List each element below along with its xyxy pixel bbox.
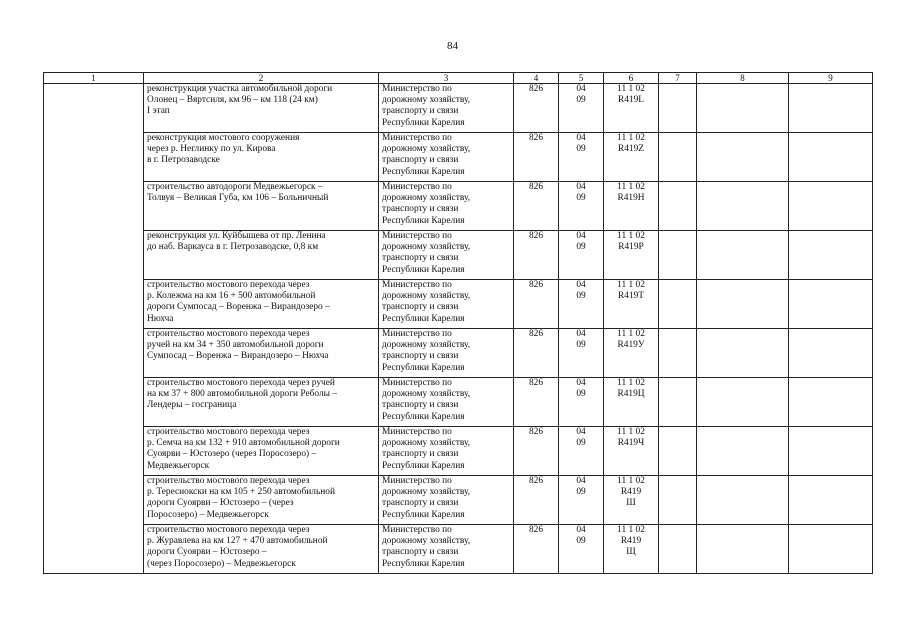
code-6-cell [604,231,659,280]
column-9-cell [789,231,873,280]
cell-line: (через Поросозеро) – Медвежьегорск [147,558,296,569]
cell-line: дорожному хозяйству, [382,95,471,106]
cell-line: Республики Карелия [382,313,465,324]
code-5-cell [559,378,604,427]
cell-line: на км 37 + 800 автомобильной дороги Реболы – [147,389,338,400]
table-row [44,182,873,231]
ministry-cell [379,280,514,329]
cell-line: 09 [576,193,586,204]
cell-line: 04 [576,280,586,290]
table-row [44,133,873,182]
column-header: 2 [144,73,379,84]
cell-line: строительство мостового перехода через [147,525,310,535]
cell-line: строительство мостового перехода через [147,329,310,339]
cell-line: 04 [576,378,586,388]
column-header: 5 [559,73,604,84]
cell-line: 11 1 02 [617,476,645,486]
cell-line: ручей на км 34 + 350 автомобильной дороги [147,340,324,351]
project-name-cell [144,329,379,378]
column-7-cell [659,525,697,574]
cell-line: через р. Неглинку по ул. Кирова [147,144,276,155]
cell-line: транспорту и связи [382,351,459,362]
column-7-cell [659,133,697,182]
code-6-cell [604,476,659,525]
cell-line: 11 1 02 [617,84,645,94]
code-6-cell [604,280,659,329]
column-7-cell [659,231,697,280]
cell-line: р. Колежма на км 16 + 500 автомобильной [147,291,316,302]
column-9-cell [789,329,873,378]
cell-line: R419У [617,340,645,351]
column-9-cell [789,476,873,525]
cell-line: транспорту и связи [382,204,459,215]
table-row [44,84,873,133]
cell-line: R419 [620,536,642,547]
cell-line: R419Ч [617,438,645,449]
cell-line: Суоярви – Юстозеро (через Поросозеро) – [147,449,317,460]
column-8-cell [697,84,789,133]
cell-line: R419L [617,95,645,106]
table-row [44,378,873,427]
code-5-cell [559,231,604,280]
cell-line: 09 [576,536,586,547]
column-9-cell [789,133,873,182]
code-6-cell [604,378,659,427]
column-header: 9 [789,73,873,84]
cell-line: строительство мостового перехода через [147,476,310,486]
column-9-cell [789,182,873,231]
cell-line: Республики Карелия [382,166,465,177]
cell-line: 04 [576,182,586,192]
cell-line: дорожному хозяйству, [382,193,471,204]
code-5-cell [559,476,604,525]
cell-line: Республики Карелия [382,558,465,569]
ministry-cell [379,182,514,231]
cell-line: Министерство по [382,280,452,290]
cell-line: строительство мостового перехода через ручей [147,378,335,388]
cell-line: дорожному хозяйству, [382,487,471,498]
column-1-cell [44,84,144,574]
column-7-cell [659,378,697,427]
table-row [44,280,873,329]
cell-line: R419P [618,242,644,253]
project-name-cell [144,133,379,182]
ministry-cell [379,84,514,133]
cell-line: 11 1 02 [617,378,645,388]
column-7-cell [659,84,697,133]
cell-line: транспорту и связи [382,449,459,460]
column-9-cell [789,84,873,133]
cell-line: I этап [147,106,170,117]
cell-line: Министерство по [382,231,452,241]
code-5-cell [559,84,604,133]
column-header: 6 [604,73,659,84]
project-name-cell [144,378,379,427]
header-row [44,73,873,84]
cell-line: 11 1 02 [617,133,645,143]
ministry-cell [379,525,514,574]
cell-line: р. Журавлева на км 127 + 470 автомобильной [147,536,328,547]
cell-line: Толвуя – Великая Губа, км 106 – Больничный [147,193,329,204]
column-9-cell [789,378,873,427]
cell-line: дорожному хозяйству, [382,242,471,253]
cell-line: R419 [620,487,642,498]
cell-line: R419Z [617,144,645,155]
code-5-cell [559,280,604,329]
cell-line: р. Семча на км 132 + 910 автомобильной дороги [147,438,340,449]
table-row [44,329,873,378]
cell-line: Министерство по [382,378,452,388]
code-6-cell [604,329,659,378]
page-number: 84 [447,40,458,52]
cell-line: R419T [617,291,645,302]
cell-line: Олонец – Вяртсиля, км 96 – км 118 (24 км) [147,95,318,106]
cell-line: Министерство по [382,182,452,192]
cell-line: Республики Карелия [382,460,465,471]
code-4-cell: 826 [514,329,559,378]
cell-line: 09 [576,291,586,302]
cell-line: транспорту и связи [382,106,459,117]
cell-line: 09 [576,340,586,351]
cell-line: дорожному хозяйству, [382,144,471,155]
code-4-cell: 826 [514,280,559,329]
cell-line: транспорту и связи [382,498,459,509]
column-7-cell [659,427,697,476]
ministry-cell [379,476,514,525]
code-5-cell [559,525,604,574]
project-name-cell [144,476,379,525]
cell-line: 04 [576,84,586,94]
ministry-cell [379,329,514,378]
cell-line: 04 [576,525,586,535]
ministry-cell [379,378,514,427]
ministry-cell [379,133,514,182]
cell-line: 11 1 02 [617,280,645,290]
project-name-cell [144,182,379,231]
cell-line: R419Ц [617,389,645,400]
cell-line: Министерство по [382,525,452,535]
cell-line: транспорту и связи [382,253,459,264]
column-header: 8 [697,73,789,84]
code-6-cell [604,133,659,182]
cell-line: строительство мостового перехода через [147,280,310,290]
cell-line: реконструкция ул. Куйбышева от пр. Ленина [147,231,326,241]
cell-line: 09 [576,242,586,253]
cell-line: реконструкция участка автомобильной дороги [147,84,333,94]
cell-line: Республики Карелия [382,362,465,373]
column-7-cell [659,329,697,378]
code-4-cell: 826 [514,476,559,525]
code-6-cell [604,525,659,574]
cell-line: 11 1 02 [617,329,645,339]
table-row [44,476,873,525]
cell-line: Поросозеро) – Медвежьегорск [147,509,269,520]
cell-line: Лендеры – госграница [147,400,237,411]
column-8-cell [697,182,789,231]
column-8-cell [697,280,789,329]
cell-line: 09 [576,95,586,106]
column-7-cell [659,476,697,525]
column-8-cell [697,329,789,378]
cell-line: Министерство по [382,329,452,339]
column-header: 7 [659,73,697,84]
cell-line: Республики Карелия [382,117,465,128]
cell-line: Щ [626,547,636,558]
cell-line: 04 [576,476,586,486]
cell-line: 09 [576,144,586,155]
code-4-cell: 826 [514,133,559,182]
cell-line: транспорту и связи [382,547,459,558]
column-8-cell [697,427,789,476]
cell-line: дороги Суоярви – Юстозеро – (через [147,498,294,509]
cell-line: дорожному хозяйству, [382,389,471,400]
column-header: 1 [44,73,144,84]
code-6-cell [604,84,659,133]
cell-line: до наб. Варкауса в г. Петрозаводске, 0,8 км [147,242,319,253]
cell-line: реконструкция мостового сооружения [147,133,300,143]
project-name-cell [144,427,379,476]
column-8-cell [697,231,789,280]
cell-line: Республики Карелия [382,411,465,422]
project-name-cell [144,280,379,329]
code-6-cell [604,427,659,476]
code-4-cell: 826 [514,427,559,476]
column-7-cell [659,182,697,231]
column-7-cell [659,280,697,329]
cell-line: 09 [576,487,586,498]
code-5-cell [559,182,604,231]
cell-line: дорожному хозяйству, [382,291,471,302]
cell-line: дорожному хозяйству, [382,438,471,449]
column-8-cell [697,133,789,182]
cell-line: дорожному хозяйству, [382,536,471,547]
code-5-cell [559,427,604,476]
budget-table [43,72,873,574]
cell-line: 04 [576,231,586,241]
cell-line: R419H [617,193,645,204]
code-4-cell: 826 [514,525,559,574]
code-6-cell [604,182,659,231]
code-5-cell [559,133,604,182]
cell-line: Республики Карелия [382,264,465,275]
cell-line: транспорту и связи [382,400,459,411]
cell-line: р. Тересиокски на км 105 + 250 автомобильной [147,487,335,498]
code-4-cell: 826 [514,182,559,231]
cell-line: транспорту и связи [382,302,459,313]
cell-line: Министерство по [382,427,452,437]
cell-line: 04 [576,133,586,143]
column-header: 4 [514,73,559,84]
table-row [44,427,873,476]
column-8-cell [697,476,789,525]
cell-line: 09 [576,438,586,449]
cell-line: 04 [576,427,586,437]
cell-line: 11 1 02 [617,427,645,437]
table-body [44,73,873,574]
cell-line: Министерство по [382,84,452,94]
cell-line: 11 1 02 [617,525,645,535]
cell-line: дороги Суоярви – Юстозеро – [147,547,267,558]
cell-line: строительство мостового перехода через [147,427,310,437]
cell-line: Министерство по [382,476,452,486]
cell-line: 04 [576,329,586,339]
code-4-cell: 826 [514,84,559,133]
table-row [44,231,873,280]
code-4-cell: 826 [514,378,559,427]
column-9-cell [789,280,873,329]
project-name-cell [144,231,379,280]
project-name-cell [144,525,379,574]
ministry-cell [379,231,514,280]
code-4-cell: 826 [514,231,559,280]
cell-line: строительство автодороги Медвежьегорск – [147,182,323,192]
column-8-cell [697,525,789,574]
column-header: 3 [379,73,514,84]
column-9-cell [789,427,873,476]
cell-line: дорожному хозяйству, [382,340,471,351]
cell-line: Республики Карелия [382,215,465,226]
cell-line: Нюхча [147,313,174,324]
cell-line: Сумпосад – Воренжа – Вирандозеро – Нюхча [147,351,329,362]
column-9-cell [789,525,873,574]
cell-line: Министерство по [382,133,452,143]
cell-line: 09 [576,389,586,400]
cell-line: Республики Карелия [382,509,465,520]
cell-line: 11 1 02 [617,231,645,241]
project-name-cell [144,84,379,133]
cell-line: Ш [626,498,636,509]
table-row [44,525,873,574]
code-5-cell [559,329,604,378]
ministry-cell [379,427,514,476]
cell-line: дороги Сумпосад – Воренжа – Вирандозеро – [147,302,330,313]
column-8-cell [697,378,789,427]
cell-line: транспорту и связи [382,155,459,166]
cell-line: 11 1 02 [617,182,645,192]
cell-line: в г. Петрозаводске [147,155,220,166]
cell-line: Медвежьегорск [147,460,210,471]
